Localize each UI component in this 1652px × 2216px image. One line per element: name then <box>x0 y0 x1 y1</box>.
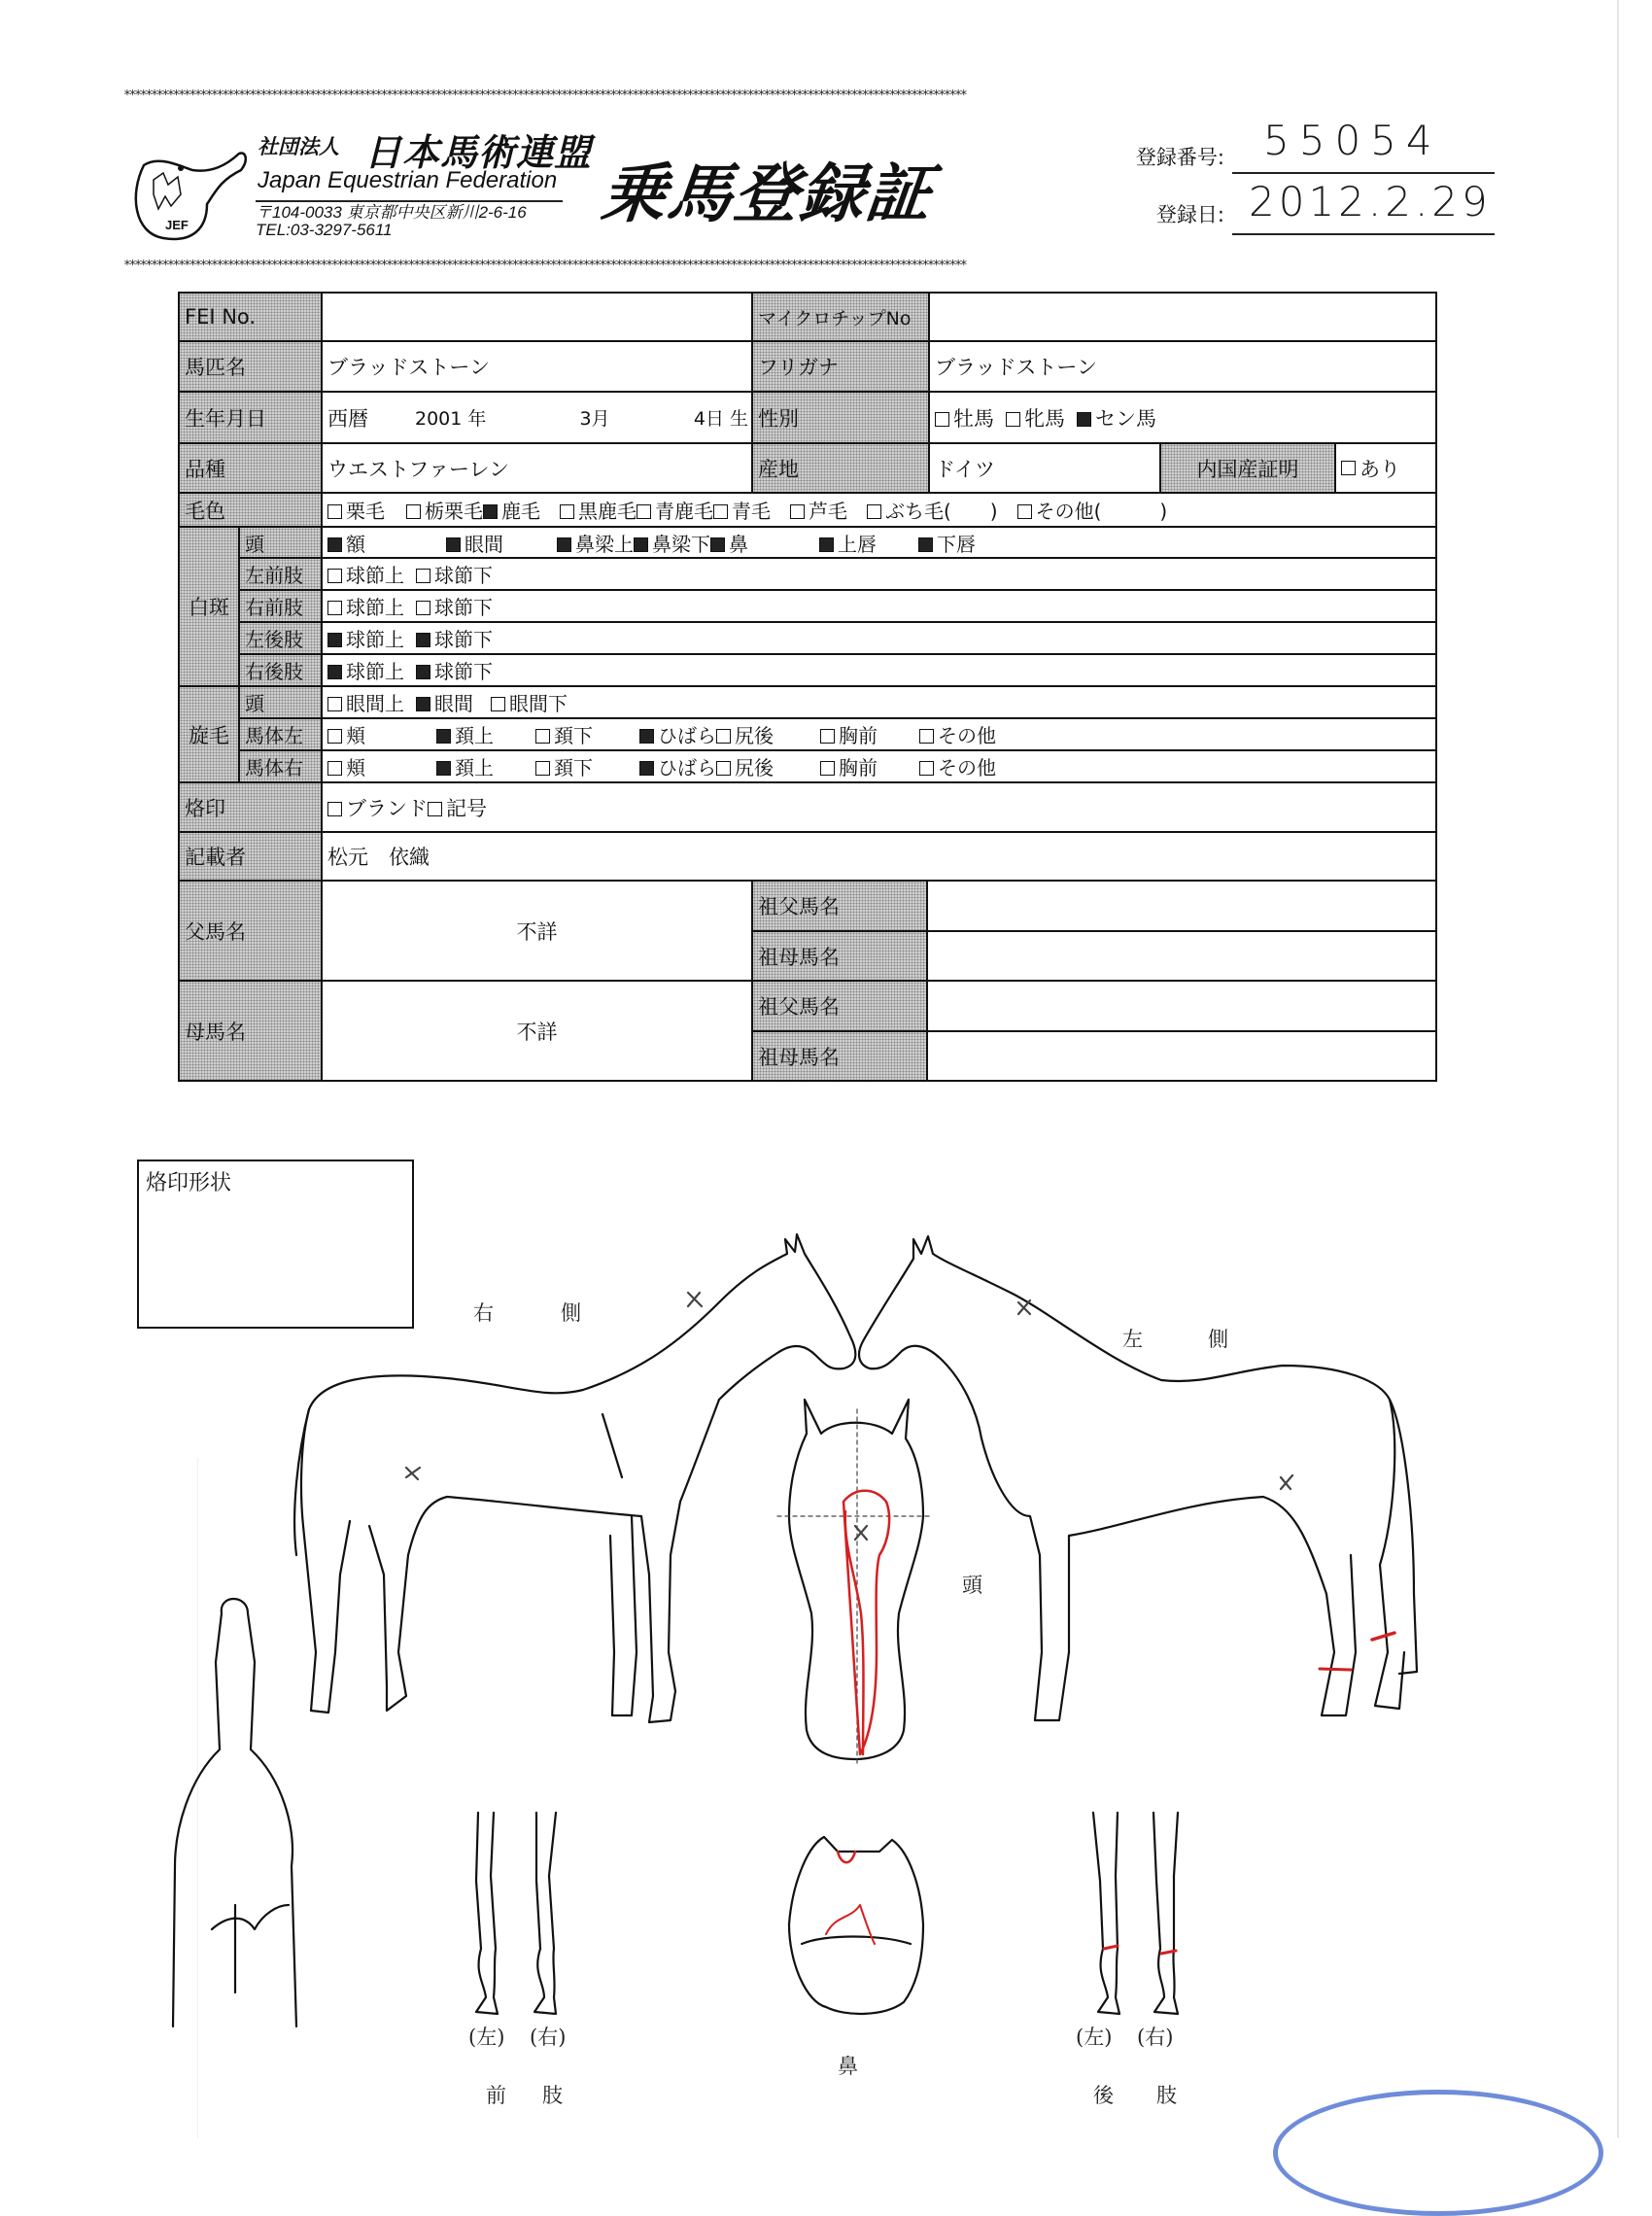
wm-option[interactable]: 球節下 <box>416 656 493 684</box>
wm-part-left-fore: 左前肢 <box>240 559 323 591</box>
whorl-option[interactable]: 尻後 <box>716 720 809 748</box>
whorl-option[interactable]: ひばら <box>639 720 716 748</box>
whorl-option[interactable]: 頚下 <box>535 752 628 780</box>
horse-name-field[interactable]: ブラッドストーン <box>323 342 753 393</box>
sex-option-gelding[interactable]: セン馬 <box>1077 403 1156 433</box>
furigana-field[interactable]: ブラッドストーン <box>930 342 1435 393</box>
origin-field[interactable]: ドイツ <box>930 444 1161 494</box>
fore-legs-illustration <box>476 1813 556 2014</box>
whorl-part-body-left: 馬体左 <box>240 719 323 751</box>
wm-option[interactable]: 球節下 <box>416 560 493 588</box>
fore-caption-1: 前 <box>486 2084 506 2107</box>
furigana-label: フリガナ <box>753 342 930 393</box>
microchip-label: マイクロチップNo <box>753 294 930 342</box>
org-name-en: Japan Equestrian Federation <box>258 167 558 193</box>
coat-option[interactable]: 青毛 <box>713 496 771 524</box>
coat-option[interactable]: 黒鹿毛 <box>560 496 637 524</box>
hind-legs-illustration <box>1093 1813 1178 2014</box>
wm-option[interactable]: 球節上 <box>327 560 404 588</box>
breed-field[interactable]: ウエストファーレン <box>323 444 753 494</box>
coat-color-label: 毛色 <box>180 494 323 528</box>
wm-option[interactable]: 球節下 <box>416 624 493 652</box>
fei-no-label: FEI No. <box>180 294 323 342</box>
dam-field[interactable]: 不詳 <box>323 982 753 1080</box>
fore-right-label: (右) <box>530 2026 567 2049</box>
coat-option[interactable]: 芦毛 <box>790 496 847 524</box>
domestic-cert-label: 内国産証明 <box>1161 444 1336 494</box>
head-label: 頭 <box>962 1574 982 1597</box>
wm-option[interactable]: 鼻梁上 <box>557 529 634 557</box>
origin-label: 産地 <box>753 444 930 494</box>
sex-option-stallion[interactable]: 牡馬 <box>935 403 994 433</box>
right-side-label-1: 右 <box>473 1301 494 1325</box>
whorl-option[interactable]: ひばら <box>639 752 716 780</box>
wm-option[interactable]: 額 <box>327 529 434 557</box>
left-side-label-1: 左 <box>1122 1328 1143 1351</box>
whorl-option[interactable]: 胸前 <box>820 720 908 748</box>
brand-option-brand[interactable]: ブランド <box>327 793 428 822</box>
bottom-asterisk-rule: ********************************************************************************************************************************************************** <box>123 259 966 273</box>
whorl-option[interactable]: 尻後 <box>716 752 809 780</box>
coat-option[interactable]: 栃栗毛 <box>406 496 483 524</box>
wm-option[interactable]: 球節上 <box>327 592 404 620</box>
whorl-option[interactable]: 頚上 <box>436 752 524 780</box>
recorder-field[interactable]: 松元 依織 <box>323 833 1435 882</box>
document-title: 乗馬登録証 <box>598 156 937 231</box>
right-side-horse-illustration <box>294 1234 855 1722</box>
brand-shape-label: 烙印形状 <box>146 1171 232 1195</box>
whorl-option[interactable]: その他 <box>919 752 996 780</box>
whorl-option[interactable]: 頬 <box>327 752 425 780</box>
wm-option[interactable]: 眼間 <box>446 529 543 557</box>
white-markings-label: 白斑 <box>180 528 240 687</box>
wm-part-right-fore: 右前肢 <box>240 591 323 623</box>
wm-part-right-hind: 右後肢 <box>240 655 323 687</box>
sire-granddam-label: 祖母馬名 <box>753 932 928 982</box>
coat-option[interactable]: その他( ) <box>1017 496 1168 524</box>
official-seal-stamp <box>1273 2090 1603 2216</box>
coat-option[interactable]: 栗毛 <box>327 496 385 524</box>
hind-right-label: (右) <box>1137 2026 1174 2049</box>
rear-view-illustration <box>173 1599 296 2026</box>
domestic-cert-option[interactable]: あり <box>1336 444 1435 494</box>
registration-date-value[interactable]: 2012.2.29 <box>1249 178 1492 225</box>
nose-label: 鼻 <box>838 2055 858 2078</box>
org-name-ja: 日本馬術連盟 <box>364 131 593 174</box>
registration-number-label: 登録番号: <box>1135 146 1224 169</box>
wm-option[interactable]: 上唇 <box>819 529 907 557</box>
whorl-option[interactable]: 眼間下 <box>491 688 568 716</box>
wm-part-head: 頭 <box>240 528 323 559</box>
sire-field[interactable]: 不詳 <box>323 882 753 982</box>
wm-option[interactable]: 球節上 <box>327 656 404 684</box>
fore-caption-2: 肢 <box>542 2084 563 2107</box>
left-side-label-2: 側 <box>1208 1328 1228 1351</box>
org-tel: TEL:03-3297-5611 <box>256 221 393 239</box>
horse-name-label: 馬匹名 <box>180 342 323 393</box>
whorl-option[interactable]: 頬 <box>327 720 425 748</box>
dam-granddam-label: 祖母馬名 <box>753 1032 928 1080</box>
sex-option-mare[interactable]: 牝馬 <box>1006 403 1065 433</box>
registration-number-value[interactable]: 55054 <box>1263 117 1442 164</box>
whorl-option[interactable]: 頚下 <box>535 720 628 748</box>
whorl-part-body-right: 馬体右 <box>240 751 323 783</box>
brand-label: 烙印 <box>180 783 323 833</box>
wm-option[interactable]: 球節下 <box>416 592 493 620</box>
whorl-part-head: 頭 <box>240 687 323 719</box>
right-side-label-2: 側 <box>561 1301 581 1325</box>
sex-label: 性別 <box>753 393 930 444</box>
coat-option[interactable]: 鹿毛 <box>483 496 540 524</box>
birth-month: 3月 <box>579 408 610 430</box>
sire-grandsire-label: 祖父馬名 <box>753 882 928 932</box>
org-address: 〒104-0033 東京都中央区新川2-6-16 <box>256 203 527 222</box>
recorder-label: 記載者 <box>180 833 323 882</box>
whorl-option[interactable]: 胸前 <box>820 752 908 780</box>
brand-option-symbol[interactable]: 記号 <box>428 793 487 822</box>
dam-grandsire-label: 祖父馬名 <box>753 982 928 1032</box>
hind-caption-1: 後 <box>1093 2084 1114 2107</box>
org-type: 社団法人 <box>258 135 339 158</box>
wm-option[interactable]: 球節上 <box>327 624 404 652</box>
birth-year: 2001 年 <box>415 408 487 430</box>
whorl-option[interactable]: その他 <box>919 720 996 748</box>
sire-label: 父馬名 <box>180 882 323 982</box>
breed-label: 品種 <box>180 444 323 494</box>
wm-option[interactable]: 鼻 <box>710 529 808 557</box>
svg-text:JEF: JEF <box>165 218 189 232</box>
coat-option[interactable]: ぶち毛( ) <box>867 496 998 524</box>
hind-left-label: (左) <box>1076 2026 1113 2049</box>
whorls-label: 旋毛 <box>180 687 240 783</box>
wm-option[interactable]: 鼻梁下 <box>634 529 710 557</box>
left-side-horse-illustration <box>859 1236 1417 1720</box>
birth-day: 4日 生 <box>693 408 748 430</box>
whorl-option[interactable]: 眼間 <box>416 688 473 716</box>
head-front-illustration <box>777 1400 933 1764</box>
fore-left-label: (左) <box>468 2026 505 2049</box>
nose-illustration <box>789 1837 923 2014</box>
wm-option[interactable]: 下唇 <box>918 529 976 557</box>
whorl-option[interactable]: 眼間上 <box>327 688 404 716</box>
registration-date-label: 登録日: <box>1155 203 1224 226</box>
birth-era: 西暦 <box>327 406 368 431</box>
hind-caption-2: 肢 <box>1156 2084 1177 2107</box>
dam-label: 母馬名 <box>180 982 323 1080</box>
birth-date-label: 生年月日 <box>180 393 323 444</box>
whorl-option[interactable]: 頚上 <box>436 720 524 748</box>
top-asterisk-rule: ********************************************************************************************************************************************************** <box>123 88 966 103</box>
wm-part-left-hind: 左後肢 <box>240 623 323 655</box>
coat-option[interactable]: 青鹿毛 <box>637 496 713 524</box>
